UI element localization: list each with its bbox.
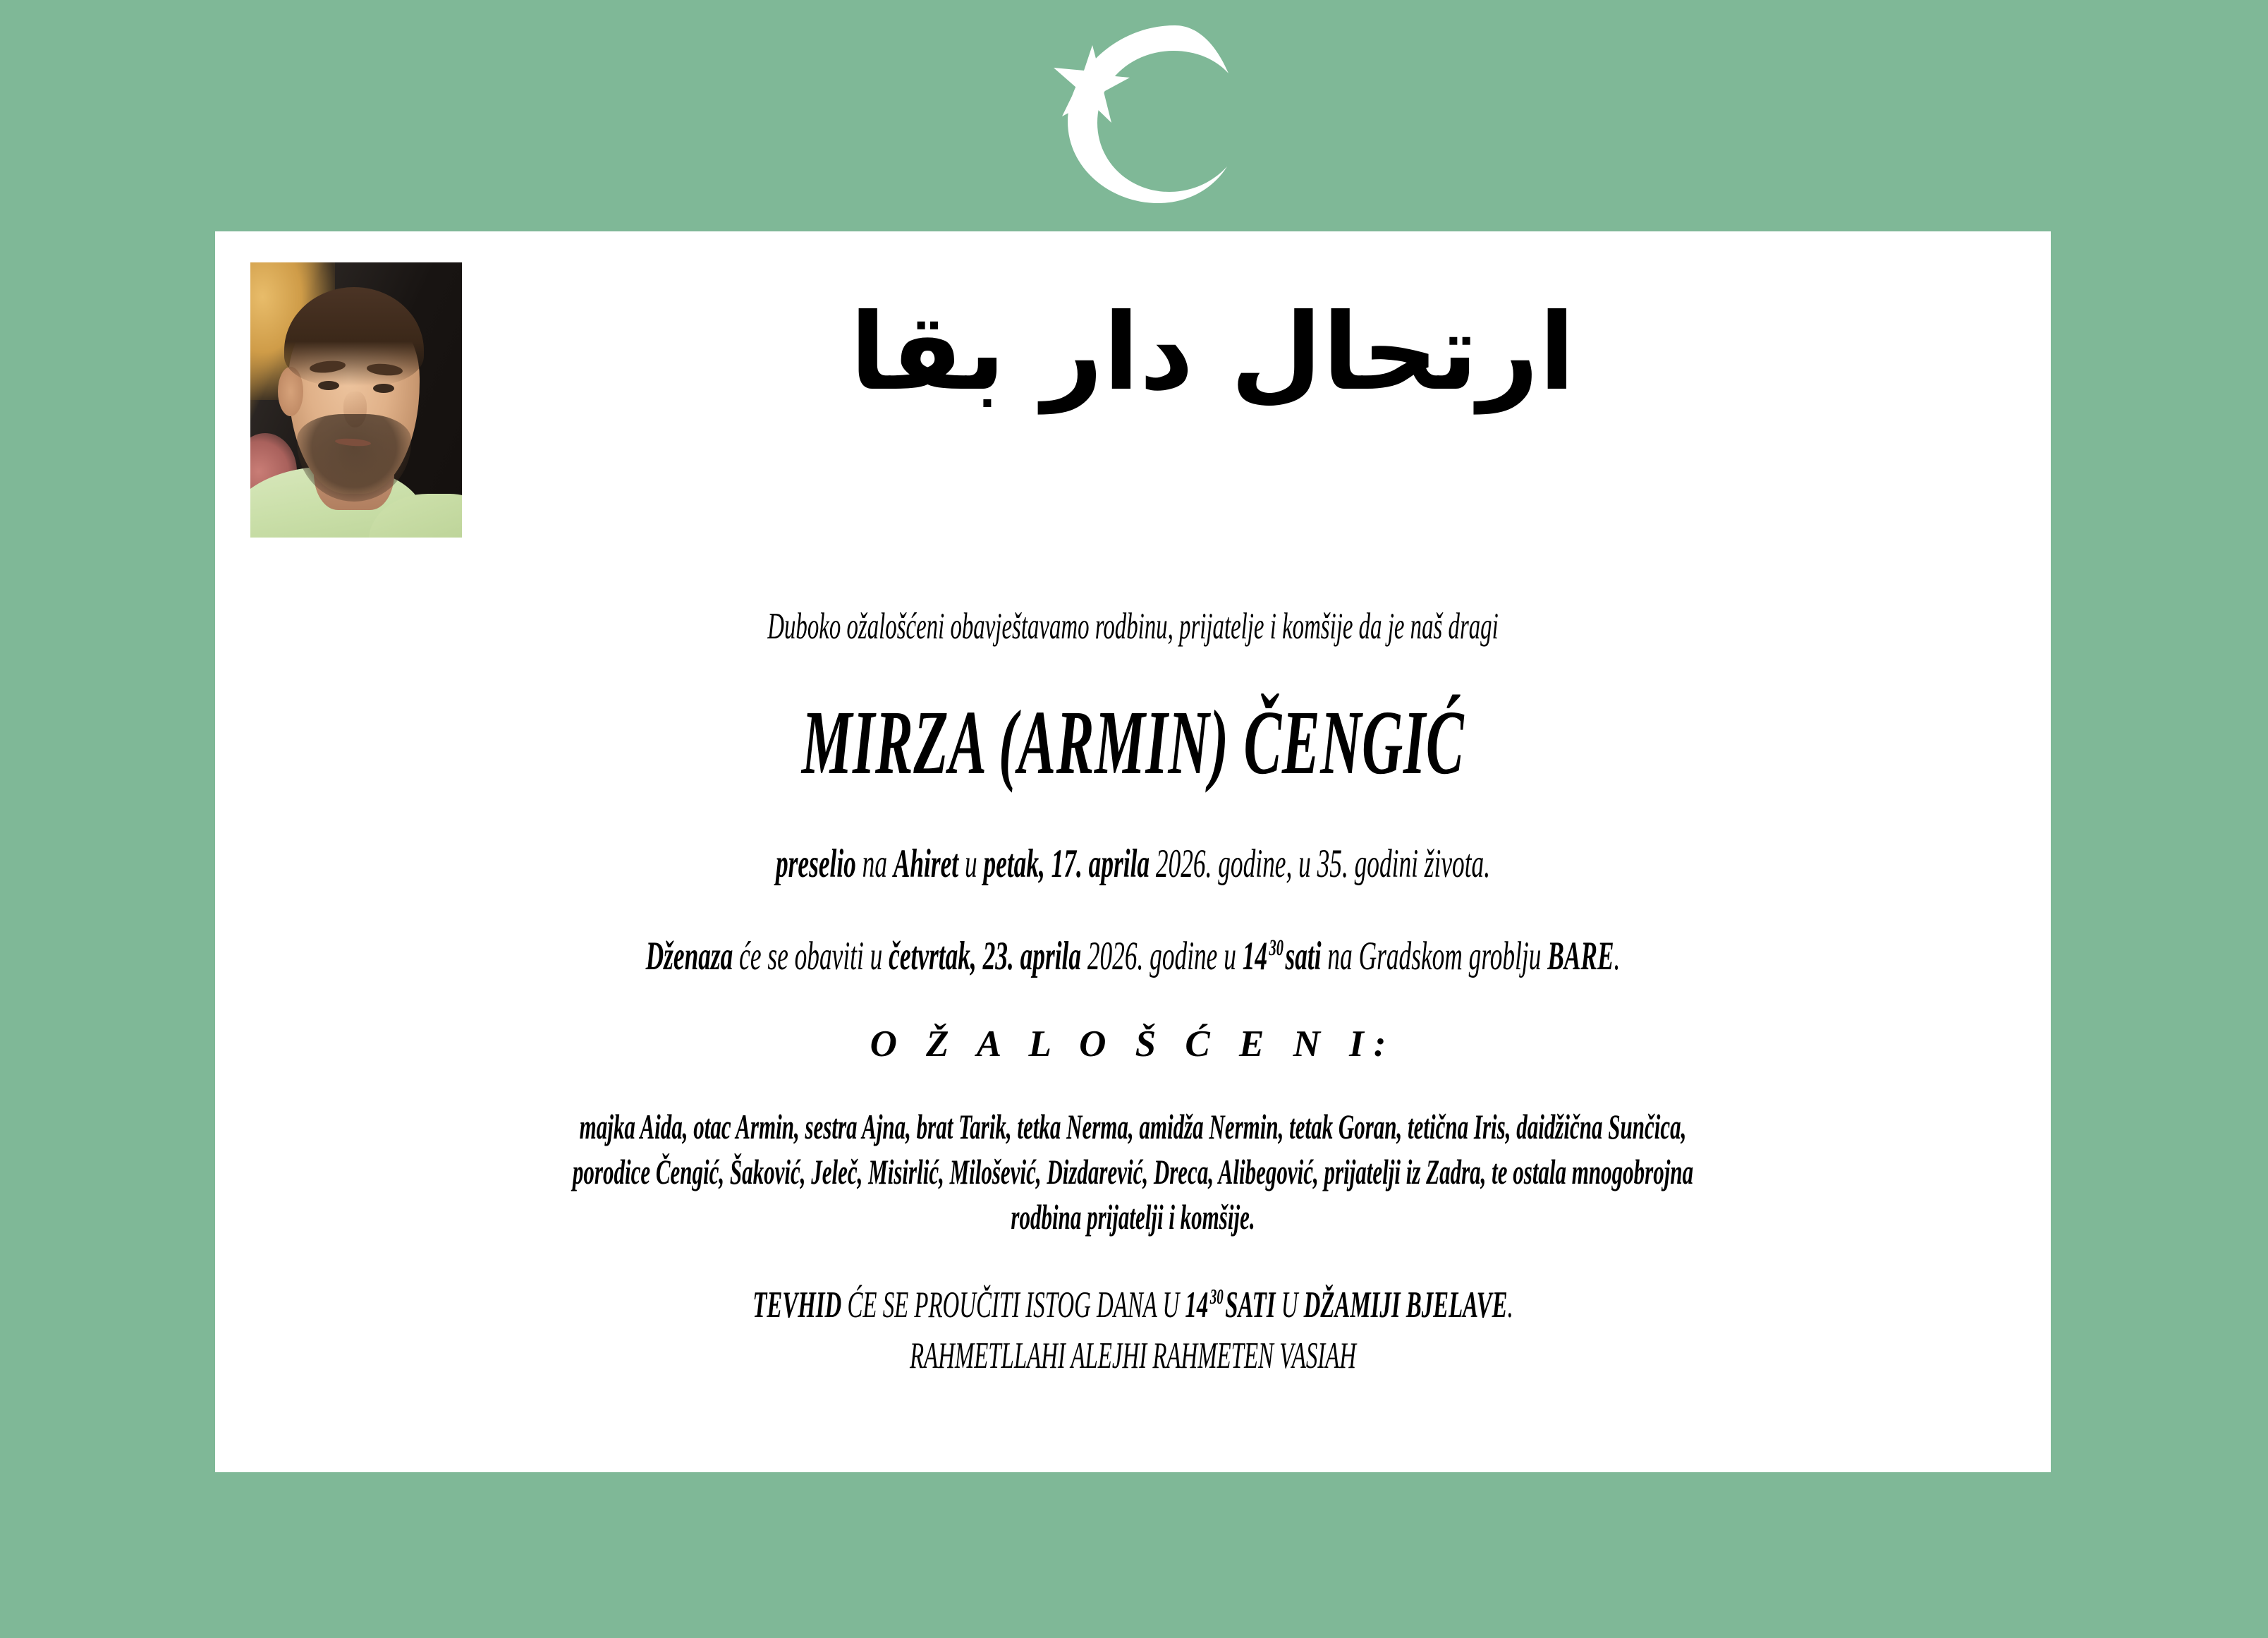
mourners-line-2-text: porodice Čengić, Šaković, Jeleč, Misirlić, Milošević, Dizdarević, Dreca, Alibegović, prijatelji iz Zadra, te ostala mnogobrojna [572, 1152, 1694, 1191]
death-date: petak, 17. aprila [983, 842, 1150, 886]
mourners-line-3 [215, 1196, 2051, 1237]
mourners-heading: O Ž A L O Š Ć E N I: [870, 1024, 1396, 1064]
arabic-calligraphy-text: ارتحال دار بقا [850, 291, 1575, 414]
portrait-photo [250, 262, 462, 538]
death-line [215, 841, 2051, 887]
funeral-date: četvrtak, 23. aprila [889, 934, 1082, 978]
mourners-line-1-text: majka Aida, otac Armin, sestra Ajna, brat Tarik, tetka Nerma, amidža Nermin, tetak Goran, tetična Iris, daidžična Sunčica, [579, 1107, 1687, 1146]
mourners-line-2 [215, 1151, 2051, 1192]
death-rest: 2026. godine, u 35. godini života. [1155, 842, 1491, 886]
deceased-name [215, 690, 2051, 796]
death-preselio: preselio [775, 842, 856, 886]
memorial-card [215, 231, 2051, 1472]
intro-line [215, 605, 2051, 648]
death-u: u [964, 842, 977, 886]
funeral-period: . [1614, 934, 1621, 978]
mourners-line-1 [215, 1106, 2051, 1147]
closing-text: RAHMETLLAHI ALEJHI RAHMETEN VASIAH [909, 1335, 1357, 1376]
funeral-time-minutes: 30 [1269, 935, 1284, 961]
funeral-mid1: će se obaviti u [739, 934, 883, 978]
funeral-line [215, 933, 2051, 979]
funeral-dzenaza: Dženaza [645, 934, 733, 978]
tevhid-u: U [1281, 1285, 1298, 1325]
funeral-place-prefix: na Gradskom groblju [1327, 934, 1542, 978]
tevhid-period: . [1507, 1285, 1513, 1325]
tevhid-word: TEVHID [752, 1285, 842, 1325]
funeral-mid2: 2026. godine u [1087, 934, 1236, 978]
deceased-name-text: MIRZA (ARMIN) ČENGIĆ [801, 692, 1465, 794]
mourners-line-3-text: rodbina prijatelji i komšije. [1011, 1197, 1255, 1237]
tevhid-line [215, 1284, 2051, 1326]
intro-text: Duboko ožalošćeni obavještavamo rodbinu, prijatelje i komšije da je naš dragi [767, 606, 1499, 647]
crescent-moon-and-star-icon [1024, 17, 1236, 207]
closing-line [215, 1335, 2051, 1377]
notice-text-block [215, 605, 2051, 1377]
tevhid-time-hour: 14 [1185, 1285, 1209, 1325]
tevhid-time-minutes: 30 [1209, 1285, 1224, 1309]
death-na: na [862, 842, 887, 886]
tevhid-mid1: ĆE SE PROUČITI ISTOG DANA U [847, 1285, 1180, 1325]
tevhid-mosque: DŽAMIJI BJELAVE [1303, 1285, 1508, 1325]
tevhid-sati: SATI [1225, 1285, 1276, 1325]
funeral-cemetery: BARE [1547, 934, 1614, 978]
funeral-sati: sati [1285, 934, 1322, 978]
arabic-calligraphy [850, 263, 1575, 443]
funeral-time-hour: 14 [1242, 934, 1268, 978]
death-ahiret: Ahiret [893, 842, 959, 886]
